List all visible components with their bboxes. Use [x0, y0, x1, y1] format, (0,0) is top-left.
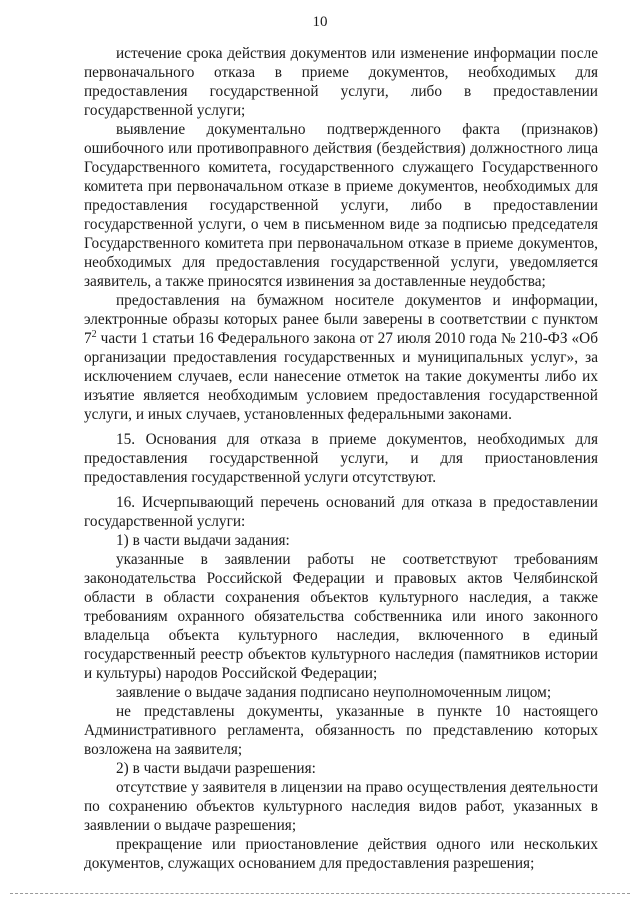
page-number: 10	[312, 14, 328, 30]
subparagraph-2-heading: 2) в части выдачи разрешения:	[116, 760, 316, 777]
paragraph-documents-not-provided: не представлены документы, указанные в пункте 10 настоящего Административного регламента, обязанность по представлению которых возложена на заявителя;	[84, 703, 598, 758]
paragraph-16: 16. Исчерпывающий перечень оснований для отказа в предоставлении государственной услуги:	[84, 494, 598, 530]
paragraph-expired-documents: истечение срока действия документов или изменение информации после первоначального отказа в приеме документов, необходимых для предоставления государственной услуги, либо в предоставлении государственной услуги;	[84, 45, 598, 119]
paragraph-official-error: выявление документально подтвержденного факта (признаков) ошибочного или противоправного действия (бездействия) должностного лица Государственного комитета, государственного служащего Государственного комитета при первоначальном отказе в приеме документов, необходимых для предоставления государственной услуги, либо в предоставлении государственной услуги, о чем в письменном виде за подписью председателя Государственного комитета при первоначальном отказе в приеме документов, необходимых для предоставления государственной услуги, уведомляется заявитель, а также приносятся извинения за доставленные неудобства;	[84, 121, 598, 290]
superscript-2: 2	[91, 328, 97, 340]
subparagraph-1-heading: 1) в части выдачи задания:	[116, 532, 290, 549]
paragraph-paper-documents-text-b: части 1 статьи 16 Федерального закона от 27 июля 2010 года № 210-ФЗ «Об организации предоставления государственных и муниципальных услуг», за исключением случаев, если нанесение отметок на такие документы либо их изъятие является необходимым условием предоставления государственной услуги, и иных случаев, установленных федеральными законами.	[84, 330, 598, 423]
document-body	[84, 44, 598, 873]
paragraph-paper-documents	[84, 291, 598, 424]
paragraph-15: 15. Основания для отказа в приеме документов, необходимых для предоставления государственной услуги, и для приостановления предоставления государственной услуги отсутствуют.	[84, 431, 598, 486]
paragraph-termination: прекращение или приостановление действия одного или нескольких документов, служащих основанием для предоставления разрешения;	[84, 836, 598, 872]
paragraph-no-license: отсутствие у заявителя в лицензии на право осуществления деятельности по сохранению объектов культурного наследия видов работ, указанных в заявлении о выдаче разрешения;	[84, 779, 598, 834]
page-bottom-divider	[10, 893, 630, 894]
paragraph-works-not-compliant: указанные в заявлении работы не соответствуют требованиям законодательства Российской Федерации и правовых актов Челябинской области в области сохранения объектов культурного наследия, а также требованиям охранного обязательства собственника или иного законного владельца объекта культурного наследия, включенного в единый государственный реестр объектов культурного наследия (памятников истории и культуры) народов Российской Федерации;	[84, 551, 598, 682]
paragraph-paper-documents-text-a: предоставления на бумажном носителе документов и информации, электронные образы которых ранее были заверены в соответствии с пунктом 7	[84, 292, 598, 347]
paragraph-unauthorized-signature: заявление о выдаче задания подписано неуполномоченным лицом;	[116, 684, 552, 701]
